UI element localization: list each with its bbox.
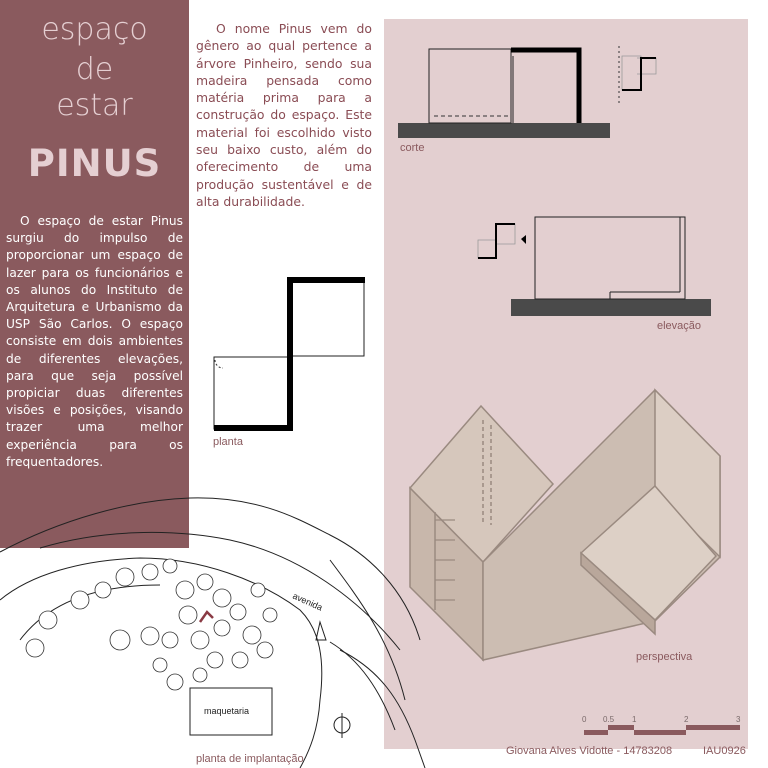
project-name: PINUS <box>27 142 162 185</box>
title-line-1: espaço <box>41 12 148 47</box>
elevation-drawing <box>478 217 711 316</box>
elevation-label: elevação <box>657 320 702 332</box>
scale-tick: 1 <box>632 715 637 724</box>
scale-tick: 3 <box>736 715 741 724</box>
perspective-drawing <box>410 390 720 660</box>
author-credit: Giovana Alves Vidotte - 14783208 <box>506 745 673 757</box>
scale-tick: 0 <box>582 715 587 724</box>
course-code: IAU0926 <box>703 745 746 757</box>
scale-tick: 2 <box>684 715 689 724</box>
site-plan-drawing <box>0 498 425 768</box>
title-line-3: estar <box>56 88 133 123</box>
maquetaria-label: maquetaria <box>204 706 250 716</box>
scale-ticks <box>582 715 741 724</box>
floor-plan-drawing <box>214 279 365 429</box>
trees <box>26 559 277 690</box>
scale-tick: 0.5 <box>603 715 615 724</box>
scale-bar <box>584 725 740 735</box>
title-line-2: de <box>75 52 114 87</box>
section-label: corte <box>400 142 425 154</box>
floor-plan-label: planta <box>213 436 243 448</box>
perspective-label: perspectiva <box>636 651 693 663</box>
site-marker <box>200 612 213 622</box>
site-plan-label: planta de implantação <box>196 753 304 765</box>
avenue-label: avenida <box>291 590 325 613</box>
intro-text: O nome Pinus vem do gênero ao qual pertence a árvore Pinheiro, sendo sua madeira pensada como matéria prima para a construção do espaço. Este material foi escolhido visto seu baixo custo, além do oferecimento de uma produção sustentável e de alta durabilidade. <box>196 21 372 209</box>
section-drawing <box>398 46 656 138</box>
project-description: O espaço de estar Pinus surgiu do impulso de proporcionar um espaço de lazer para os funcionários e os alunos do Instituto de Arquitetura e Urbanismo da USP São Carlos. O espaço consiste em dois ambientes de diferentes elevações, para que seja possível propiciar duas diferentes visões e posições, visando trazer uma melhor experiência para os frequentadores. <box>6 214 183 469</box>
